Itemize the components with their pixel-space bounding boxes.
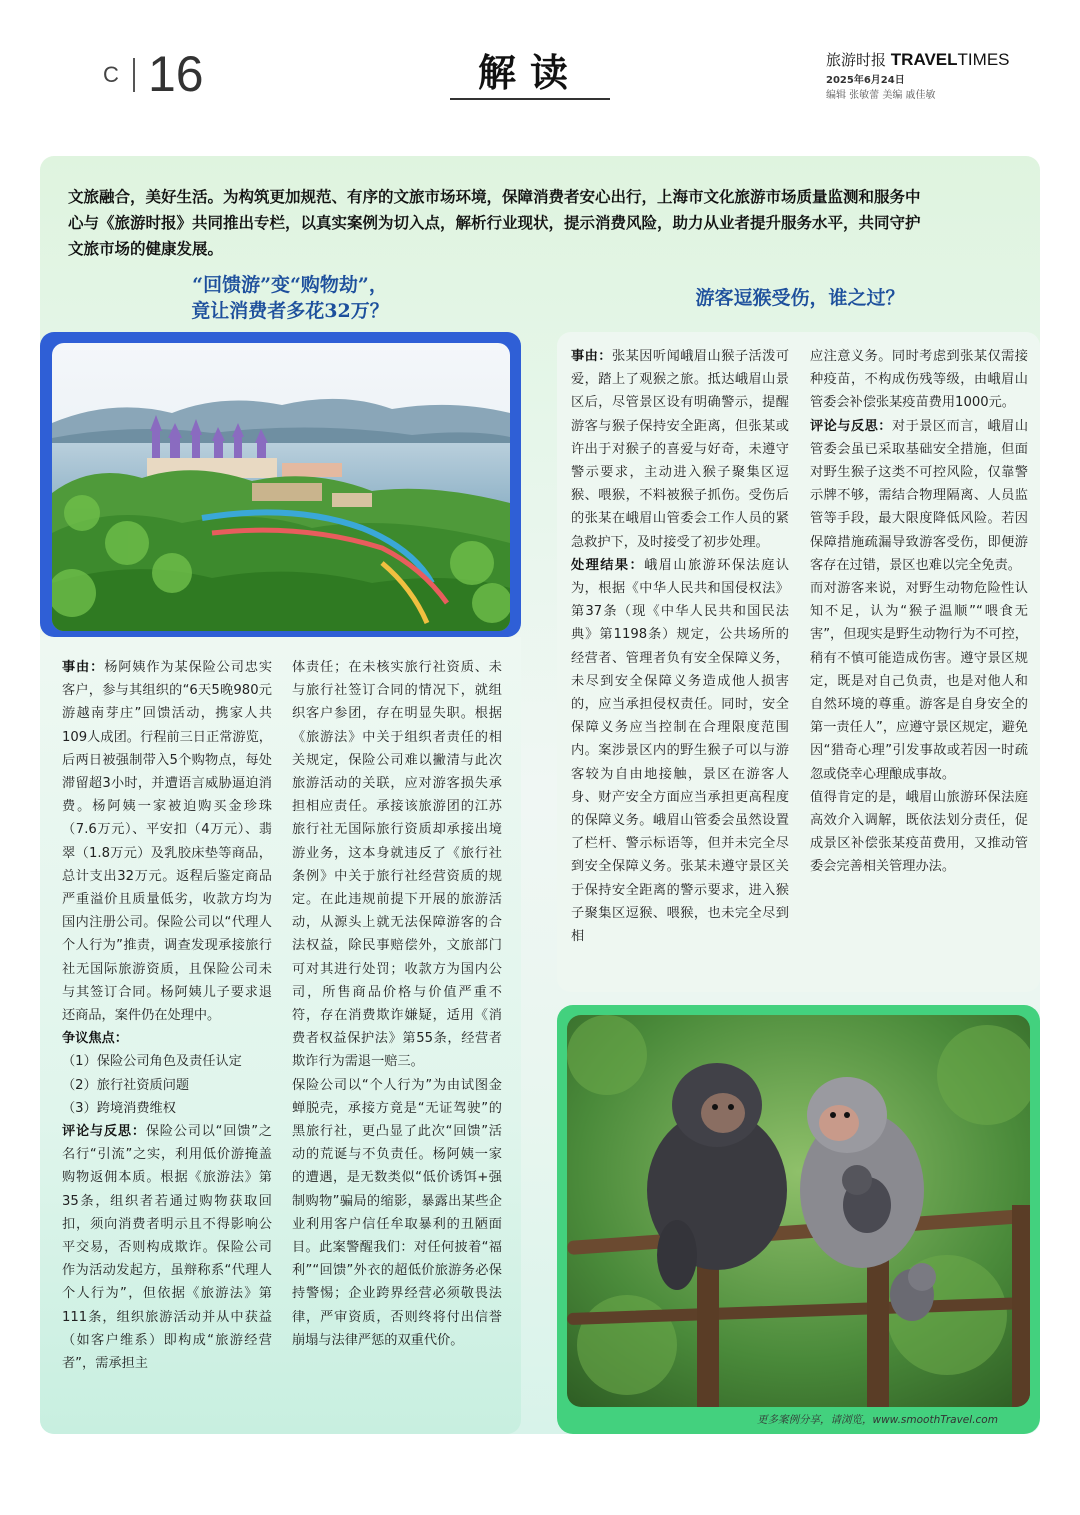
right-article-column-1	[571, 345, 789, 948]
left-review-label: 评论与反思：	[62, 1124, 146, 1140]
right-review-paragraph	[810, 415, 1028, 577]
left-review-paragraph	[62, 1120, 272, 1375]
focus-item: （3）跨境消费维权	[62, 1100, 176, 1116]
brand-cn: 旅游时报	[826, 51, 887, 69]
right-result-label: 处理结果：	[571, 557, 645, 573]
issue-date: 2025年6月24日	[826, 75, 905, 86]
left-event-label: 事由：	[62, 660, 105, 675]
newspaper-brand	[826, 49, 1010, 70]
page-number: 16	[148, 46, 204, 102]
right-review-label: 评论与反思：	[810, 418, 892, 434]
brand-en-bold: TRAVEL	[890, 50, 958, 69]
editors-credit: 编辑 张敏蕾 美编 戚佳敏	[826, 90, 936, 101]
right-event-label: 事由：	[571, 349, 612, 364]
focus-item: （2）旅行社资质问题	[62, 1077, 190, 1093]
left-title-line1: “回馈游”变“购物劫”，	[192, 274, 388, 296]
left-event-text: 杨阿姨作为某保险公司忠实客户，参与其组织的“6天5晚980元游越南芽庄”回馈活动，携家人共109人成团。行程前三日正常游览，后两日被强制带入5个购物点，每处滞留超3小时，并遭语言威胁逼迫消费。杨阿姨一家被迫购买金珍珠（7.6万元）、平安扣（4万元）、翡翠（1.8万元）及乳胶床垫等商品，总计支出32万元。返程后鉴定商品严重溢价且质量低劣，收款方均为国内注册公司。保险公司以“代理人个人行为”推责，调查发现承接旅行社无国际旅游资质，且保险公司未与其签订合同。杨阿姨儿子要求退还商品，案件仍在处理中。	[62, 660, 273, 1024]
left-focus-label: 争议焦点：	[62, 1031, 128, 1047]
right-review-text: 对于景区而言，峨眉山管委会虽已采取基础安全措施，但面对野生猴子这类不可控风险，仅靠警示牌不够，需结合物理隔离、人员监管等手段，最大限度降低风险。若因保障措施疏漏导致游客受伤，即便游客存在过错，景区也难以完全免责。	[810, 418, 1029, 573]
left-article-title	[160, 272, 420, 324]
right-result-paragraph	[571, 554, 789, 948]
monkeys-photo	[567, 1015, 1030, 1407]
left-article-column-2	[292, 656, 502, 1352]
footer-website-note: 更多案例分享，请浏览，www.smoothTravel.com	[757, 1414, 998, 1426]
left-focus-label-line	[62, 1027, 272, 1050]
right-event-text: 张某因听闻峨眉山猴子活泼可爱，踏上了观猴之旅。抵达峨眉山景区后，尽管景区设有明确警示，提醒游客与猴子保持安全距离，但张某或许出于对猴子的喜爱与好奇，未遵守警示要求，主动进入猴子聚集区逗猴、喂猴，不料被猴子抓伤。受伤后的张某在峨眉山管委会工作人员的紧急救护下，及时接受了初步处理。	[571, 349, 790, 550]
right-article-title: 游客逗猴受伤，谁之过？	[695, 287, 905, 309]
left-col2-paragraph-2: 保险公司以“个人行为”为由试图金蝉脱壳，承接方竟是“无证驾驶”的黑旅行社，更凸显了此次“回馈”活动的荒诞与不负责任。杨阿姨一家的遭遇，是无数类似“低价诱饵+强制购物”骗局的缩影，暴露出某些企业利用客户信任牟取暴利的丑陋面目。此案警醒我们：对任何披着“福利”“回馈”外衣的超低价旅游务必保持警惕；企业跨界经营必须敬畏法律，严审资质，否则终将付出信誉崩塌与法律严惩的双重代价。	[292, 1077, 502, 1348]
right-article-column-2	[810, 345, 1028, 879]
focus-item: （1）保险公司角色及责任认定	[62, 1054, 242, 1070]
right-col2-paragraph-4: 值得肯定的是，峨眉山旅游环保法庭高效介入调解，既依法划分责任，促成景区补偿张某疫苗费用，又推动管委会完善相关管理办法。	[810, 789, 1028, 875]
right-event-paragraph	[571, 345, 789, 554]
left-article-column-1	[62, 656, 272, 1375]
section-letter: C	[103, 62, 125, 87]
left-col2-paragraph-1: 体责任；在未核实旅行社资质、未与旅行社签订合同的情况下，就组织客户参团，存在明显失职。根据《旅游法》中关于组织者责任的相关规定，保险公司难以撇清与此次旅游活动的关联，应对游客损失承担相应责任。承接该旅游团的江苏旅行社无国际旅行资质却承接出境游业务，这本身就违反了《旅行社条例》中关于旅行社经营资质的规定。在此违规前提下开展的旅游活动，从源头上就无法保障游客的合法权益，除民事赔偿外，文旅部门可对其进行处罚；收款方为国内公司，所售商品价格与价值严重不符，存在消费欺诈嫌疑，适用《消费者权益保护法》第55条，经营者欺诈行为需退一赔三。	[292, 660, 502, 1070]
page-title: 解读	[477, 50, 582, 95]
right-col2-paragraph-3: 而对游客来说，对野生动物危险性认知不足，认为“猴子温顺”“喂食无害”，但现实是野生动物行为不可控，稍有不慎可能造成伤害。遵守景区规定，既是对自己负责，也是对他人和自然环境的尊重。游客是自身安全的第一责任人”，应遵守景区规定，避免因“猎奇心理”引发事故或若因一时疏忽或侥幸心理酿成事故。	[810, 581, 1028, 782]
title-underline	[450, 98, 610, 100]
right-col2-paragraph-1: 应注意义务。同时考虑到张某仅需接种疫苗，不构成伤残等级，由峨眉山管委会补偿张某疫苗费用1000元。	[810, 349, 1028, 411]
header-divider	[133, 58, 135, 92]
right-result-text: 峨眉山旅游环保法庭认为，根据《中华人民共和国侵权法》第37条（现《中华人民共和国民法典》第1198条）规定，公共场所的经营者、管理者负有安全保障义务，未尽到安全保障义务造成他人损害的，应当承担侵权责任。同时，安全保障义务应当控制在合理限度范围内。案涉景区内的野生猴子可以与游客较为自由地接触，景区在游客人身、财产安全方面应当承担更高程度的保障义务。峨眉山管委会虽然设置了栏杆、警示标语等，但并未完全尽到安全保障义务。张某未遵守景区关于保持安全距离的警示要求，进入猴子聚集区逗猴、喂猴，也未完全尽到相	[571, 557, 790, 945]
brand-en: TIMES	[957, 50, 1010, 69]
left-event-paragraph	[62, 656, 272, 1027]
column-intro: 文旅融合，美好生活。为构筑更加规范、有序的文旅市场环境，保障消费者安心出行，上海市文化旅游市场质量监测和服务中心与《旅游时报》共同推出专栏，以真实案例为切入点，解析行业现状，提示消费风险，助力从业者提升服务水平，共同守护文旅市场的健康发展。	[68, 188, 921, 258]
left-title-line2: 竟让消费者多花32万？	[191, 300, 389, 322]
theme-park-photo	[52, 343, 510, 631]
left-review-text: 保险公司以“回馈”之名行“引流”之实，利用低价游掩盖购物返佣本质。根据《旅游法》第35条，组织者若通过购物获取回扣，须向消费者明示且不得影响公平交易，否则构成欺诈。保险公司作为活动发起方，虽辩称系“代理人个人行为”，但依据《旅游法》第111条，组织旅游活动并从中获益（如客户维系）即构成“旅游经营者”，需承担主	[62, 1124, 272, 1372]
